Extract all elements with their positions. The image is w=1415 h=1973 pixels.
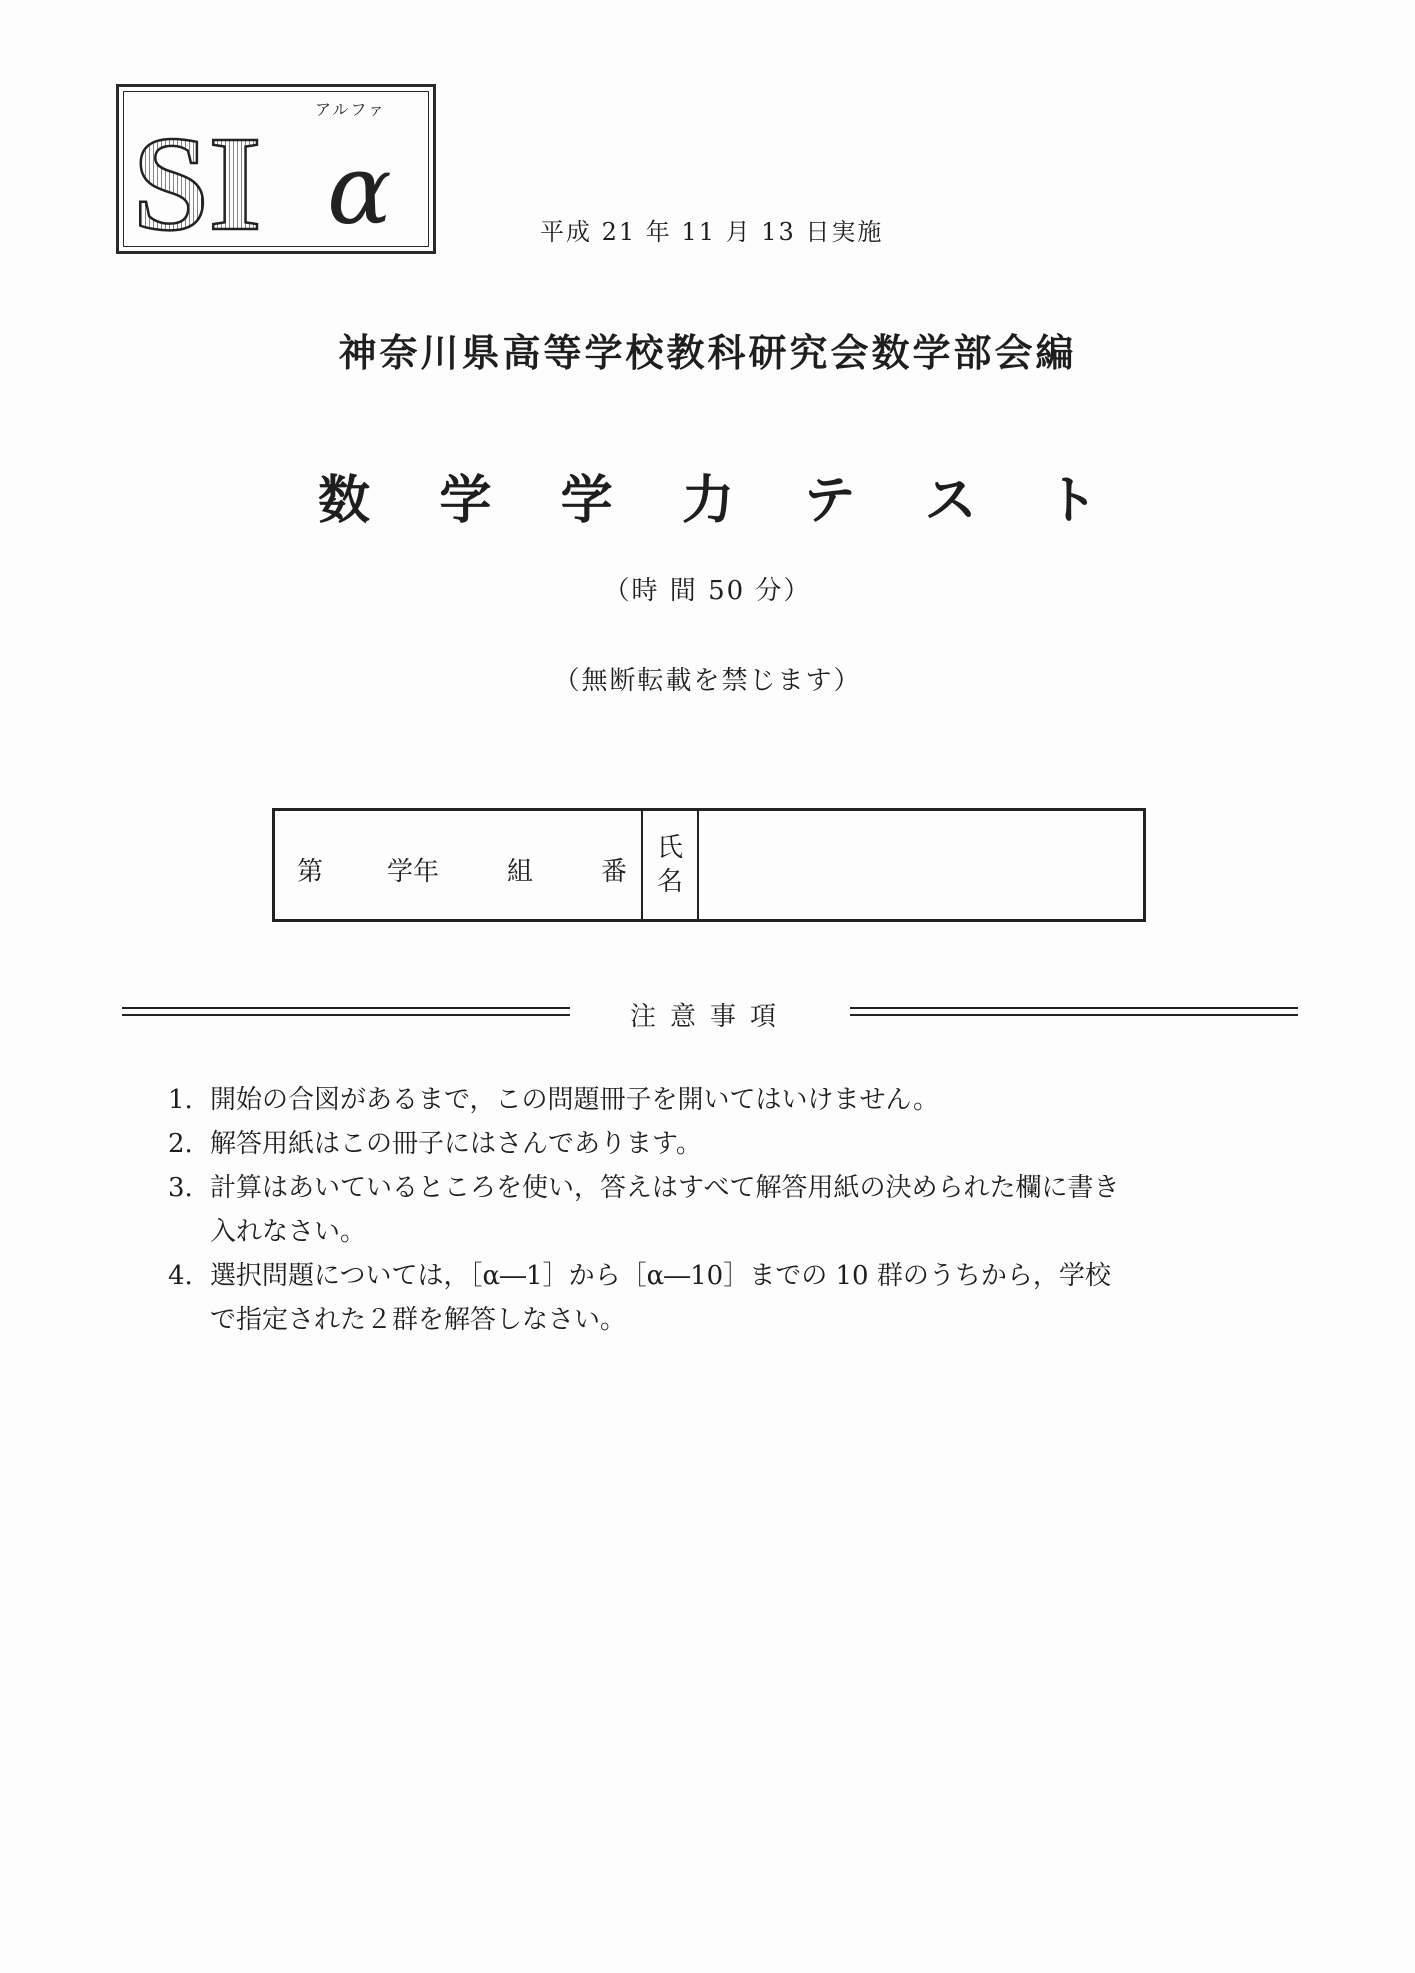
list-item [168, 1122, 1128, 1166]
title-char: ト [1045, 470, 1098, 531]
logo [116, 84, 436, 254]
number-label: 番 [601, 857, 628, 887]
title-char: 数 [318, 470, 371, 531]
note-text: 開始の合図があるまで，この問題冊子を開いてはいけません。 [210, 1085, 940, 1115]
name-field[interactable] [699, 811, 1143, 919]
note-number: 4. [168, 1261, 193, 1291]
note-text: 解答用紙はこの冊子にはさんであります。 [210, 1129, 702, 1159]
title-char: テ [803, 470, 856, 531]
student-info-table [272, 808, 1146, 922]
grade-prefix-label: 第 [297, 857, 324, 887]
copyright-notice: （無断転載を禁じます） [553, 666, 862, 696]
note-number: 2. [168, 1129, 193, 1159]
notes-title: 注意事項 [629, 1002, 790, 1032]
list-item [168, 1166, 1128, 1254]
name-label: 氏 名 [643, 811, 699, 919]
list-item [168, 1254, 1128, 1342]
title-char: 学 [439, 470, 492, 531]
class-label: 組 [507, 857, 534, 887]
title-char: 学 [560, 470, 613, 531]
note-text: 選択問題については，［α―1］から［α―10］までの 10 群のうちから，学校で指定された２群を解答しなさい。 [210, 1261, 1111, 1335]
title-char: ス [924, 470, 977, 531]
organizer: 神奈川県高等学校教科研究会数学部会編 [338, 331, 1077, 375]
list-item [168, 1078, 1128, 1122]
notes-header [122, 996, 1298, 1030]
divider [850, 1007, 1298, 1016]
logo-ruby: アルファ [315, 100, 387, 119]
note-number: 1. [168, 1085, 193, 1115]
title-char: 力 [681, 470, 734, 531]
logo-mark [129, 111, 429, 251]
grade-label: 学年 [387, 857, 440, 887]
logo-si-text: SI [133, 111, 262, 251]
page-title [318, 458, 1098, 533]
notes-list [168, 1078, 1128, 1342]
note-text: 計算はあいているところを使い，答えはすべて解答用紙の決められた欄に書き入れなさい。 [210, 1173, 1120, 1247]
time-limit: （時 間 50 分） [603, 576, 812, 606]
note-number: 3. [168, 1173, 193, 1203]
logo-alpha-text: α [327, 134, 392, 246]
grade-class-number-field[interactable] [275, 811, 643, 919]
exam-date: 平成 21 年 11 月 13 日実施 [540, 218, 884, 246]
divider [122, 1007, 570, 1016]
